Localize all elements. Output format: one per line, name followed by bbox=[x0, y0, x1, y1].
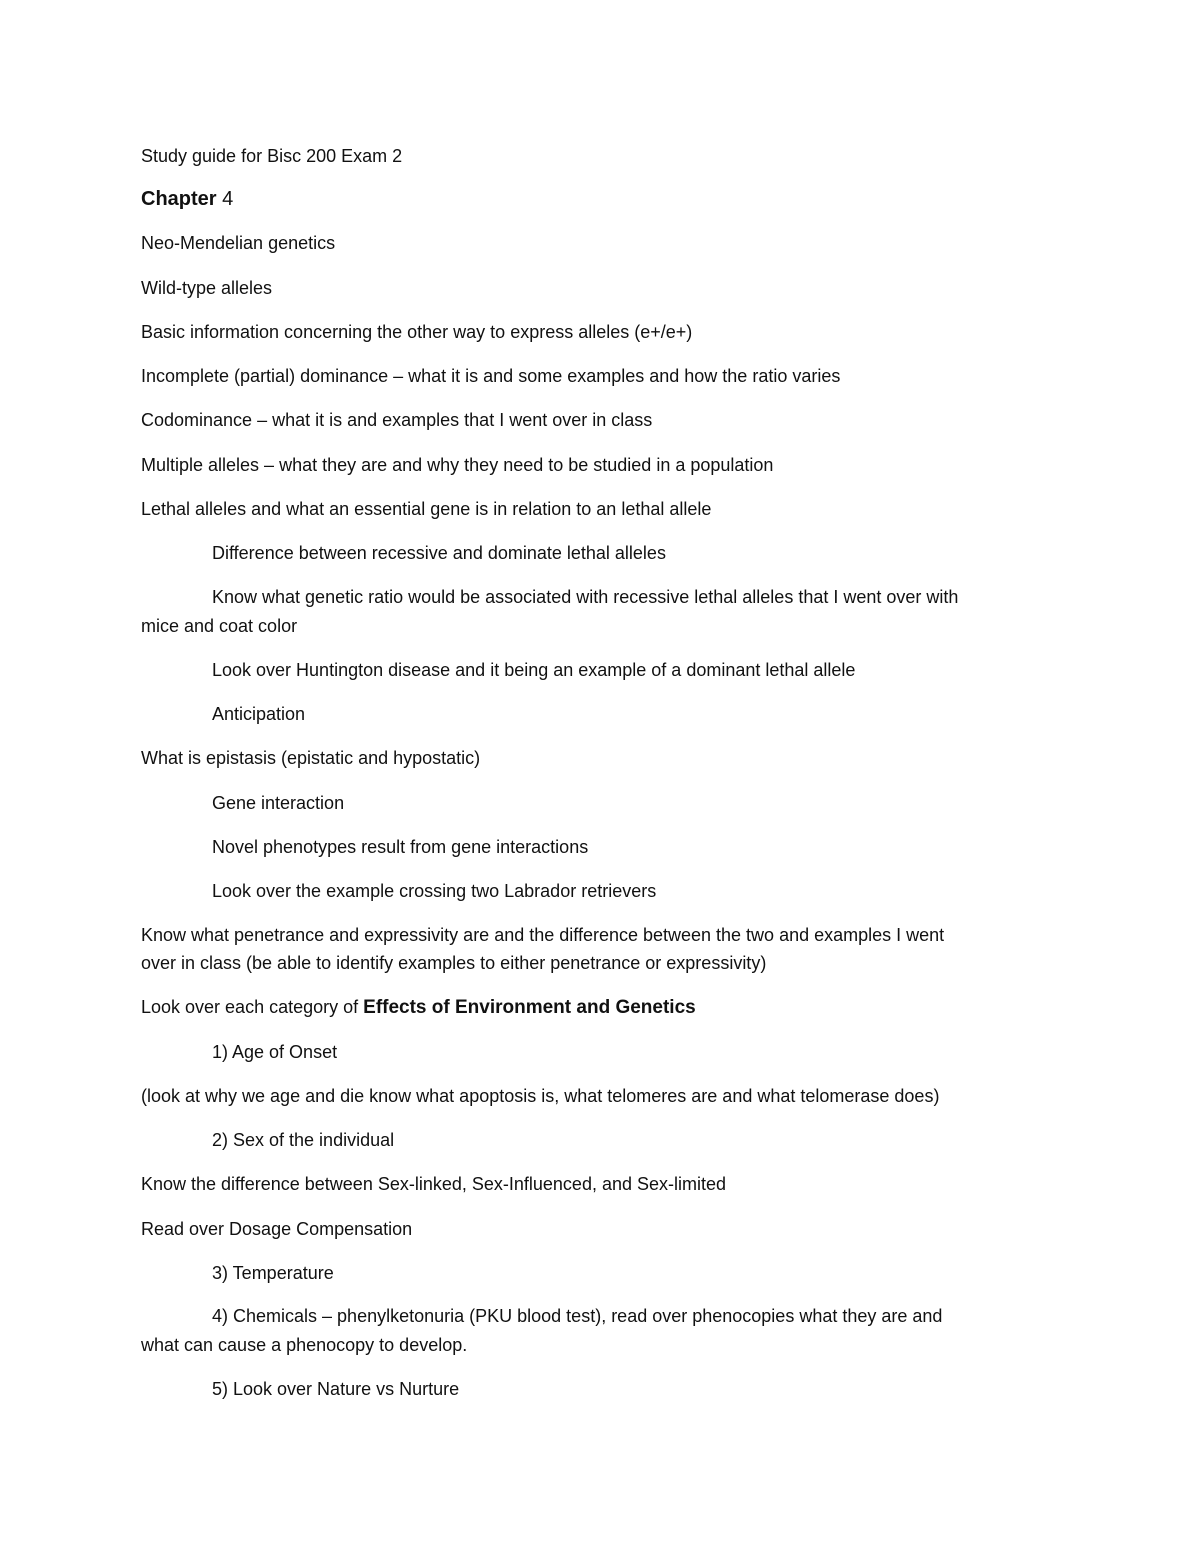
topic-codominance: Codominance – what it is and examples that I went over in class bbox=[141, 410, 653, 430]
topic-environment-genetics bbox=[141, 992, 696, 1023]
chapter-number: 4 bbox=[222, 188, 234, 210]
item-temperature: 3) Temperature bbox=[212, 1263, 334, 1283]
topic-wild-type: Wild-type alleles bbox=[141, 278, 273, 298]
environment-bold-heading: Effects of Environment and Genetics bbox=[363, 997, 696, 1018]
topic-multiple-alleles: Multiple alleles – what they are and why they need to be studied in a population bbox=[141, 455, 774, 475]
topic-incomplete-dominance: Incomplete (partial) dominance – what it is and some examples and how the ratio varies bbox=[141, 366, 841, 386]
environment-prefix: Look over each category of bbox=[141, 997, 364, 1017]
item-chemicals: 4) Chemicals – phenylketonuria (PKU blood test), read over phenocopies what they are and bbox=[212, 1306, 943, 1326]
subtopic-labrador: Look over the example crossing two Labrador retrievers bbox=[212, 881, 657, 901]
chapter-label: Chapter bbox=[141, 188, 217, 210]
item-nature-nurture: 5) Look over Nature vs Nurture bbox=[212, 1379, 460, 1399]
subtopic-gene-interaction: Gene interaction bbox=[212, 793, 345, 813]
chapter-heading bbox=[141, 184, 233, 214]
subtopic-genetic-ratio-cont: mice and coat color bbox=[141, 616, 298, 636]
topic-epistasis: What is epistasis (epistatic and hypostatic) bbox=[141, 748, 481, 768]
topic-express-alleles: Basic information concerning the other way to express alleles (e+/e+) bbox=[141, 322, 693, 342]
note-apoptosis: (look at why we age and die know what apoptosis is, what telomeres are and what telomerase does) bbox=[141, 1086, 940, 1106]
topic-neo-mendelian: Neo-Mendelian genetics bbox=[141, 233, 336, 253]
subtopic-huntington: Look over Huntington disease and it being an example of a dominant lethal allele bbox=[212, 660, 856, 680]
item-sex-individual: 2) Sex of the individual bbox=[212, 1130, 395, 1150]
topic-penetrance-cont: over in class (be able to identify examples to either penetrance or expressivity) bbox=[141, 953, 767, 973]
topic-lethal-alleles: Lethal alleles and what an essential gene is in relation to an lethal allele bbox=[141, 499, 712, 519]
document-title: Study guide for Bisc 200 Exam 2 bbox=[141, 146, 403, 166]
item-chemicals-cont: what can cause a phenocopy to develop. bbox=[141, 1335, 468, 1355]
subtopic-anticipation: Anticipation bbox=[212, 704, 306, 724]
subtopic-recessive-dominate: Difference between recessive and dominate lethal alleles bbox=[212, 543, 666, 563]
note-dosage-compensation: Read over Dosage Compensation bbox=[141, 1219, 413, 1239]
note-sex-linked: Know the difference between Sex-linked, Sex-Influenced, and Sex-limited bbox=[141, 1174, 727, 1194]
item-age-of-onset: 1) Age of Onset bbox=[212, 1042, 338, 1062]
subtopic-genetic-ratio: Know what genetic ratio would be associated with recessive lethal alleles that I went over with bbox=[212, 587, 959, 607]
subtopic-novel-phenotypes: Novel phenotypes result from gene interactions bbox=[212, 837, 589, 857]
topic-penetrance: Know what penetrance and expressivity are and the difference between the two and examples I went bbox=[141, 925, 945, 945]
